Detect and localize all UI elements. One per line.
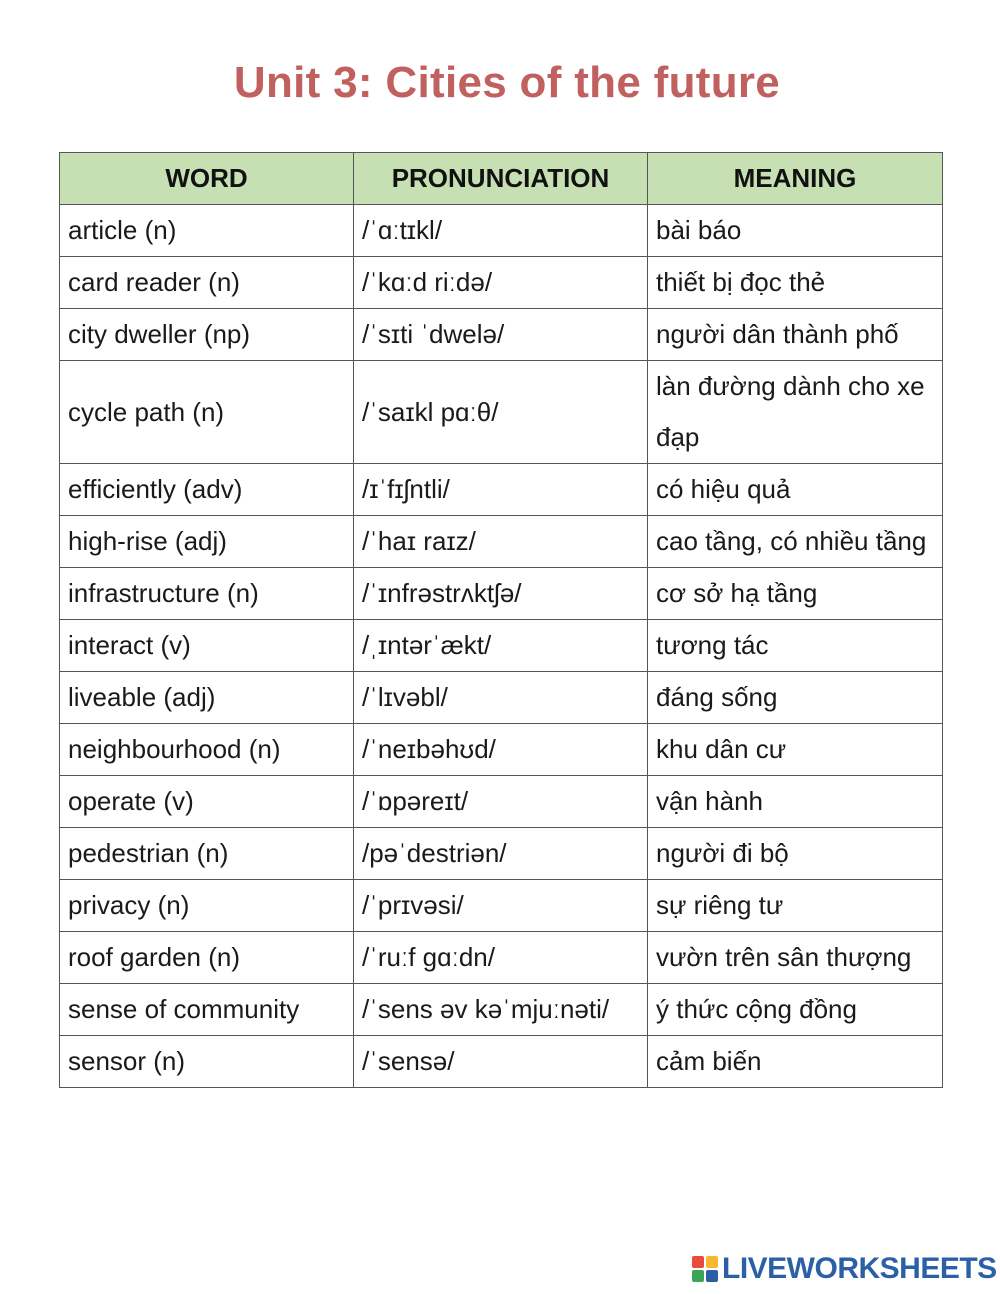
table-row bbox=[60, 361, 943, 464]
cell-meaning: khu dân cư bbox=[648, 724, 943, 776]
liveworksheets-logo-icon bbox=[692, 1256, 718, 1282]
table-row bbox=[60, 1036, 943, 1088]
header-word: WORD bbox=[60, 153, 354, 205]
table-row bbox=[60, 880, 943, 932]
cell-meaning: làn đường dành cho xe đạp bbox=[648, 361, 943, 464]
table-row bbox=[60, 620, 943, 672]
table-row bbox=[60, 516, 943, 568]
cell-meaning: vận hành bbox=[648, 776, 943, 828]
cell-word: operate (v) bbox=[60, 776, 354, 828]
cell-pronunciation: /ˈneɪbəhʊd/ bbox=[354, 724, 648, 776]
header-pronunciation: PRONUNCIATION bbox=[354, 153, 648, 205]
cell-pronunciation: /ˈsens əv kəˈmjuːnəti/ bbox=[354, 984, 648, 1036]
cell-word: pedestrian (n) bbox=[60, 828, 354, 880]
cell-pronunciation: /ˌɪntərˈækt/ bbox=[354, 620, 648, 672]
cell-word: efficiently (adv) bbox=[60, 464, 354, 516]
cell-word: neighbourhood (n) bbox=[60, 724, 354, 776]
table-row bbox=[60, 257, 943, 309]
table-row bbox=[60, 672, 943, 724]
cell-pronunciation: /ˈɑːtɪkl/ bbox=[354, 205, 648, 257]
cell-meaning: ý thức cộng đồng bbox=[648, 984, 943, 1036]
cell-pronunciation: /ˈruːf gɑːdn/ bbox=[354, 932, 648, 984]
cell-pronunciation: /ˈsaɪkl pɑːθ/ bbox=[354, 361, 648, 464]
cell-word: interact (v) bbox=[60, 620, 354, 672]
cell-meaning: sự riêng tư bbox=[648, 880, 943, 932]
cell-word: sensor (n) bbox=[60, 1036, 354, 1088]
table-row bbox=[60, 776, 943, 828]
cell-pronunciation: /ˈɒpəreɪt/ bbox=[354, 776, 648, 828]
cell-meaning: người dân thành phố bbox=[648, 309, 943, 361]
table-row bbox=[60, 464, 943, 516]
liveworksheets-logo bbox=[692, 1252, 997, 1286]
cell-meaning: có hiệu quả bbox=[648, 464, 943, 516]
cell-meaning: thiết bị đọc thẻ bbox=[648, 257, 943, 309]
cell-pronunciation: /ˈsensə/ bbox=[354, 1036, 648, 1088]
cell-meaning: cảm biến bbox=[648, 1036, 943, 1088]
cell-meaning: người đi bộ bbox=[648, 828, 943, 880]
logo-text: LIVEWORKSHEETS bbox=[722, 1252, 997, 1285]
table-row bbox=[60, 828, 943, 880]
cell-word: cycle path (n) bbox=[60, 361, 354, 464]
cell-meaning: bài báo bbox=[648, 205, 943, 257]
cell-meaning: tương tác bbox=[648, 620, 943, 672]
header-meaning: MEANING bbox=[648, 153, 943, 205]
cell-pronunciation: /ˈprɪvəsi/ bbox=[354, 880, 648, 932]
cell-word: liveable (adj) bbox=[60, 672, 354, 724]
table-row bbox=[60, 932, 943, 984]
cell-word: city dweller (np) bbox=[60, 309, 354, 361]
cell-word: privacy (n) bbox=[60, 880, 354, 932]
cell-meaning: cơ sở hạ tầng bbox=[648, 568, 943, 620]
cell-word: sense of community bbox=[60, 984, 354, 1036]
cell-meaning: đáng sống bbox=[648, 672, 943, 724]
cell-pronunciation: /ˈsɪti ˈdwelə/ bbox=[354, 309, 648, 361]
cell-word: article (n) bbox=[60, 205, 354, 257]
cell-meaning: cao tầng, có nhiều tầng bbox=[648, 516, 943, 568]
page-title: Unit 3: Cities of the future bbox=[233, 58, 781, 107]
cell-word: roof garden (n) bbox=[60, 932, 354, 984]
table-row bbox=[60, 309, 943, 361]
table-row bbox=[60, 984, 943, 1036]
cell-pronunciation: /ˈhaɪ raɪz/ bbox=[354, 516, 648, 568]
cell-pronunciation: /pəˈdestriən/ bbox=[354, 828, 648, 880]
table-row bbox=[60, 568, 943, 620]
table-row bbox=[60, 205, 943, 257]
cell-pronunciation: /ˈkɑːd riːdə/ bbox=[354, 257, 648, 309]
cell-word: infrastructure (n) bbox=[60, 568, 354, 620]
cell-meaning: vườn trên sân thượng bbox=[648, 932, 943, 984]
vocabulary-table bbox=[59, 152, 943, 1088]
cell-pronunciation: /ˈlɪvəbl/ bbox=[354, 672, 648, 724]
cell-pronunciation: /ɪˈfɪʃntli/ bbox=[354, 464, 648, 516]
cell-word: high-rise (adj) bbox=[60, 516, 354, 568]
table-header-row bbox=[60, 153, 943, 205]
table-body bbox=[60, 205, 943, 1088]
cell-word: card reader (n) bbox=[60, 257, 354, 309]
table-row bbox=[60, 724, 943, 776]
cell-pronunciation: /ˈɪnfrəstrʌktʃə/ bbox=[354, 568, 648, 620]
